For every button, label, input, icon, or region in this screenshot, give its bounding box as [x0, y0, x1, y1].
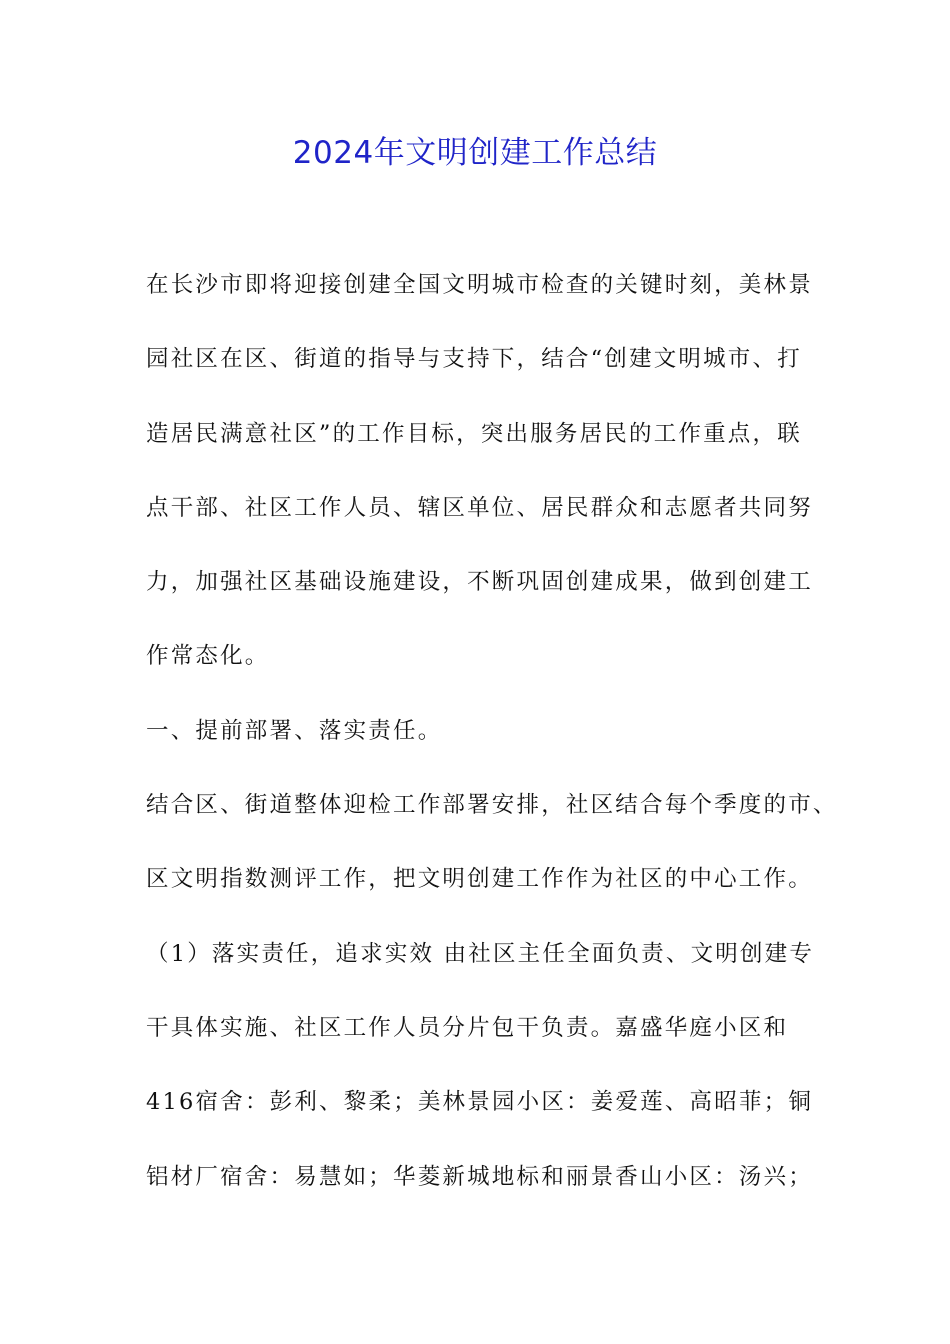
paragraph-line: 干具体实施、社区工作人员分片包干负责。嘉盛华庭小区和 [146, 1014, 789, 1041]
paragraph-line: （1）落实责任，追求实效 由社区主任全面负责、文明创建专 [146, 940, 815, 967]
document-title: 2024年文明创建工作总结 [292, 135, 658, 171]
paragraph-line: 结合区、街道整体迎检工作部署安排，社区结合每个季度的市、 [146, 792, 838, 819]
paragraph-line: 416宿舍：彭利、黎柔；美林景园小区：姜爱莲、高昭菲；铜 [146, 1089, 814, 1116]
paragraph-line: 铝材厂宿舍：易慧如；华菱新城地标和丽景香山小区：汤兴； [146, 1163, 813, 1190]
section-heading: 一、提前部署、落实责任。 [146, 717, 443, 744]
paragraph-line: 造居民满意社区”的工作目标，突出服务居民的工作重点，联 [146, 420, 802, 447]
paragraph-line: 力，加强社区基础设施建设，不断巩固创建成果，做到创建工 [146, 569, 813, 596]
document-body [146, 262, 838, 1228]
paragraph-line: 园社区在区、街道的指导与支持下，结合“创建文明城市、打 [146, 346, 802, 373]
paragraph-line: 在长沙市即将迎接创建全国文明城市检查的关键时刻，美林景 [146, 272, 813, 298]
paragraph-line: 作常态化。 [146, 643, 270, 670]
paragraph-line: 区文明指数测评工作，把文明创建工作作为社区的中心工作。 [146, 866, 813, 893]
paragraph-line: 点干部、社区工作人员、辖区单位、居民群众和志愿者共同努 [146, 494, 813, 521]
